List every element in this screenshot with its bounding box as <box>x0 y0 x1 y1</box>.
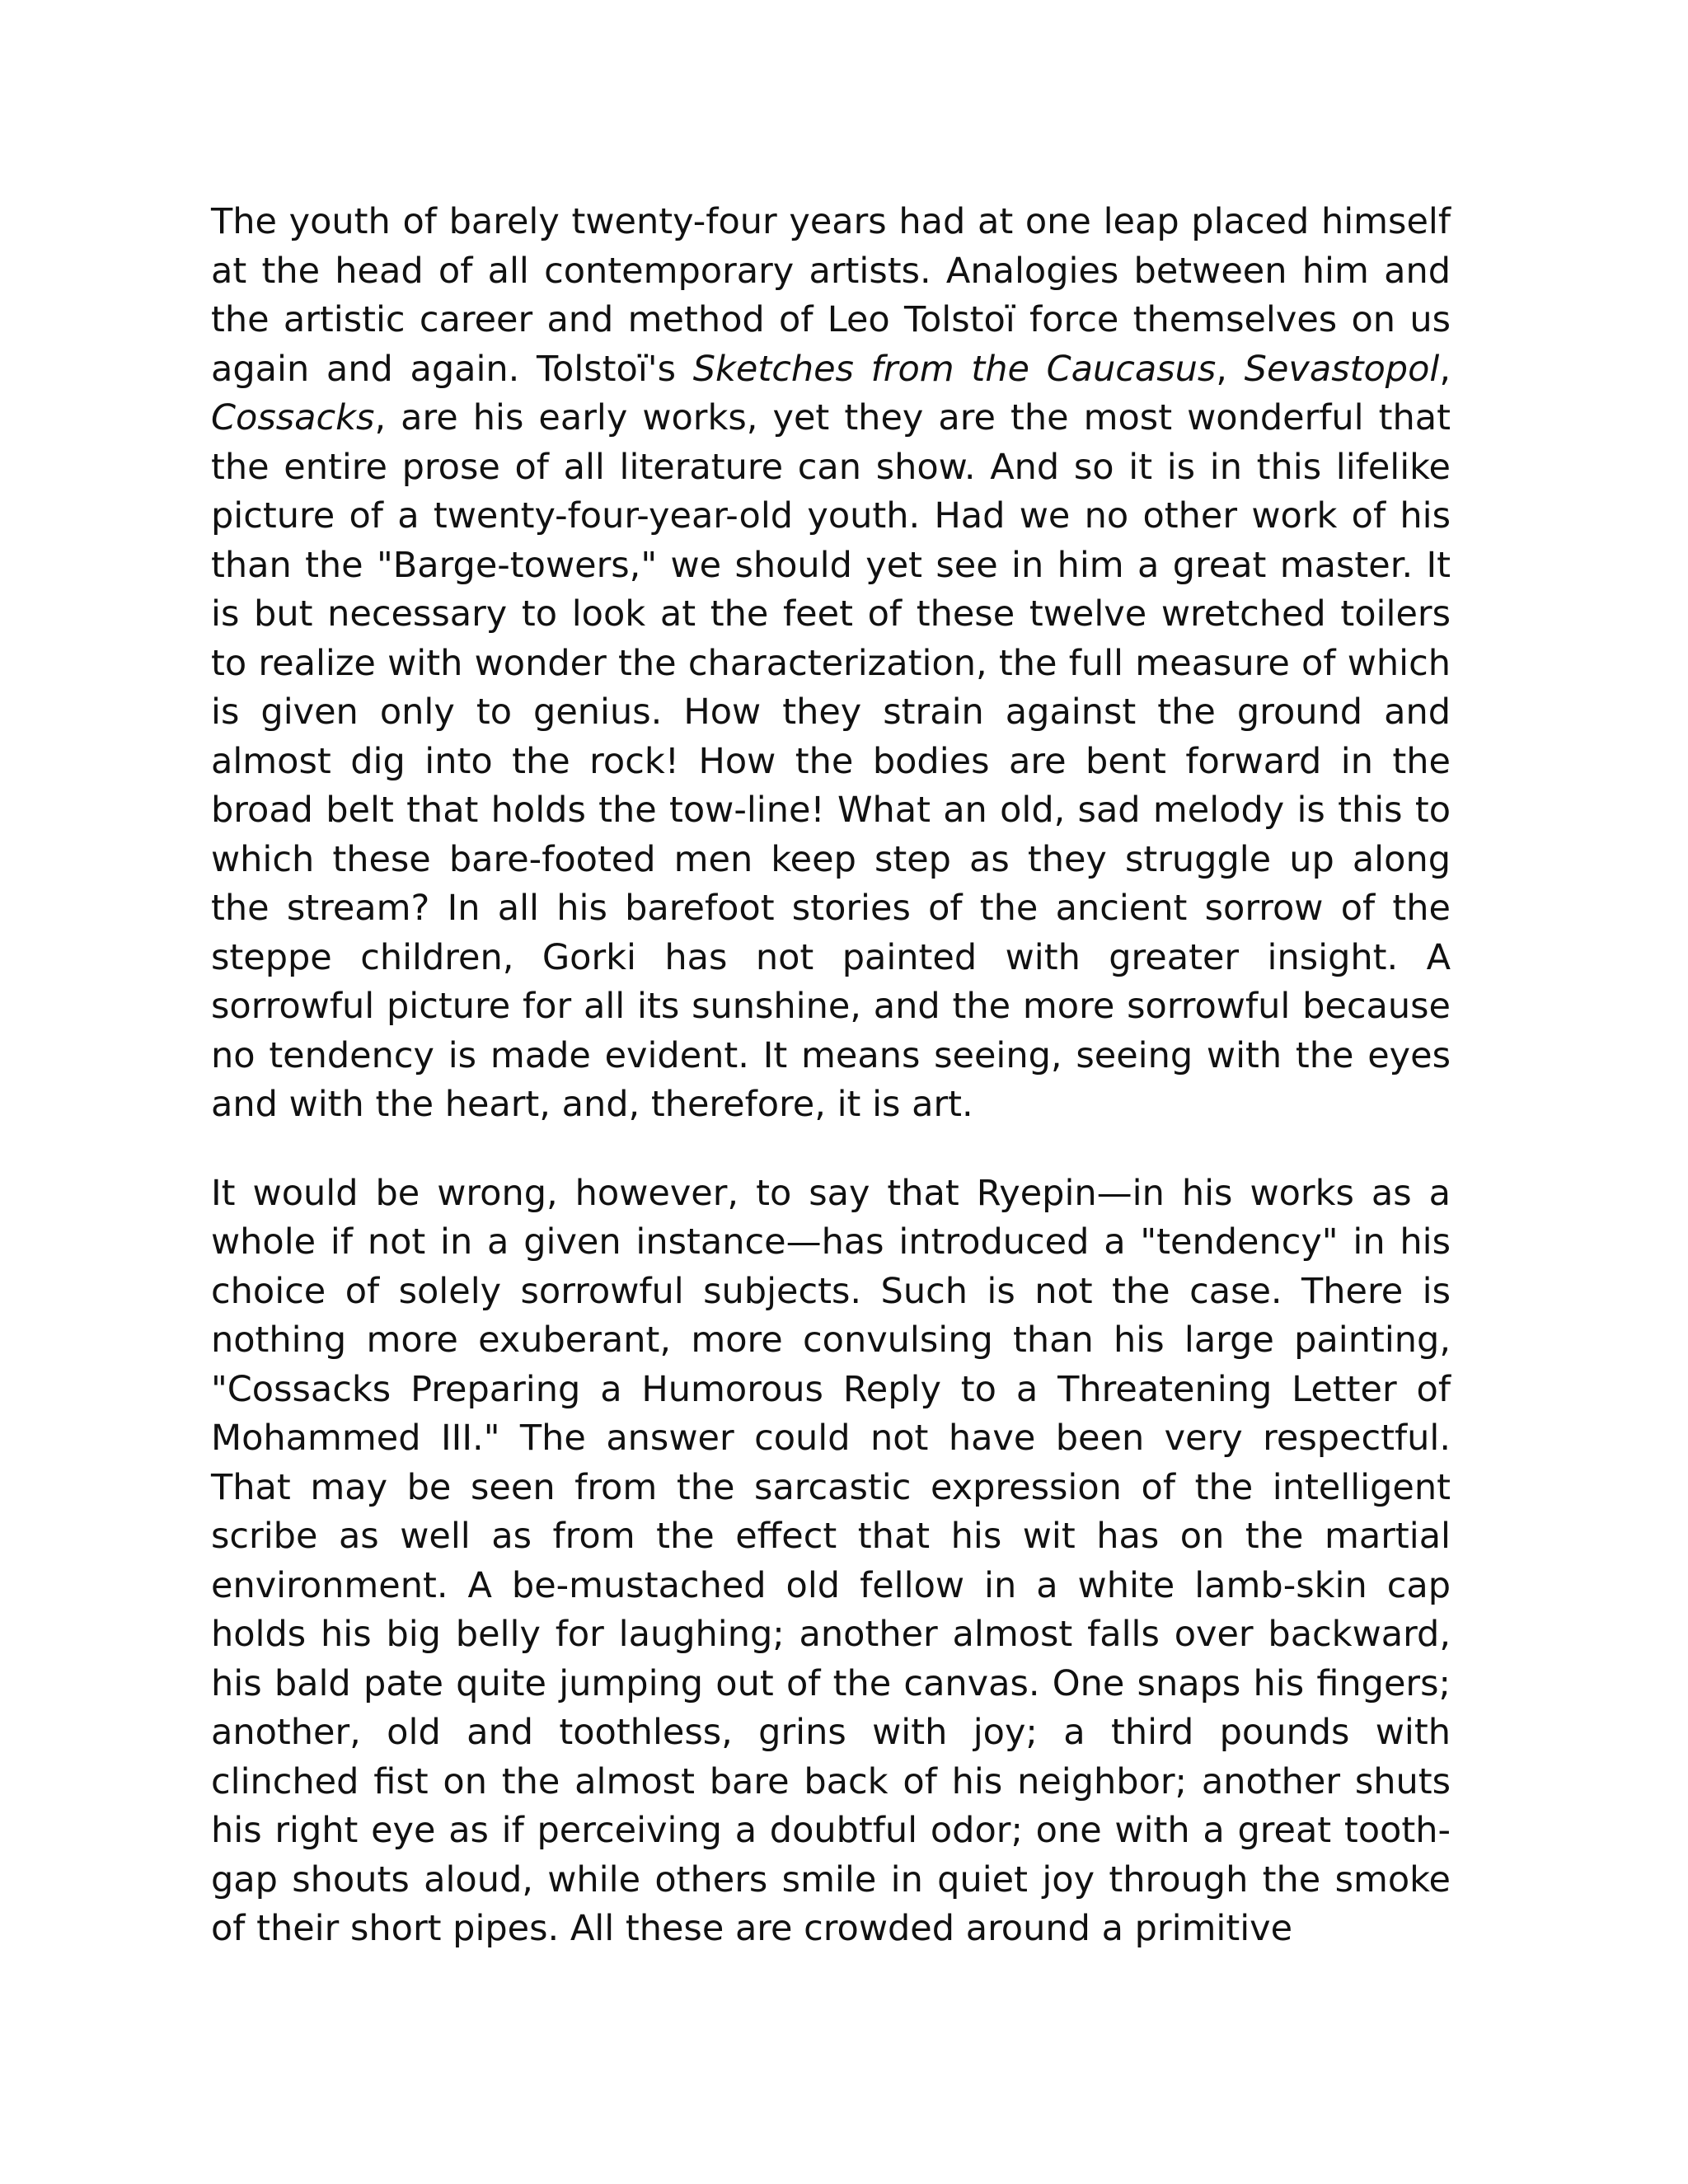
paragraph-1-text: The youth of barely twenty-four years had at one leap placed himself at the head of all contemporary artists. Analogies between him and the artistic career and method of Leo Tolstoï force themselves on us again and again. Tolstoï's <box>211 201 1451 390</box>
paragraph-1 <box>211 198 1451 1130</box>
title-sketches-from-the-caucasus: Sketches from the Caucasus <box>692 348 1217 390</box>
paragraph-2-text: It would be wrong, however, to say that Ryepin—in his works as a whole if not in a given instance—has introduced a "tendency" in his choice of solely sorrowful subjects. Such is not the case. There is nothing more exuberant, more convulsing than his large painting, "Cossacks Preparing a Humorous Reply to a Threatening Letter of Mohammed III." The answer could not have been very respectful. That may be seen from the sarcastic expression of the intelligent scribe as well as from the effect that his wit has on the martial environment. A be-mustached old fellow in a white lamb-skin cap holds his big belly for laughing; another almost falls over backward, his bald pate quite jumping out of the canvas. One snaps his fingers; another, old and toothless, grins with joy; a third pounds with clinched fist on the almost bare back of his neighbor; another shuts his right eye as if perceiving a doubtful odor; one with a great tooth-gap shouts aloud, while others smile in quiet joy through the smoke of their short pipes. All these are crowded around a primitive <box>211 1172 1451 1949</box>
title-cossacks: Cossacks <box>211 397 375 438</box>
document-page <box>211 198 1451 1954</box>
title-sevastopol: Sevastopol <box>1244 348 1440 390</box>
paragraph-1-rest: , are his early works, yet they are the most wonderful that the entire prose of all literature can show. And so it is in this lifelike picture of a twenty-four-year-old youth. Had we no other work of his than the "Barge-towers," we should yet see in him a great master. It is but necessary to look at the feet of these twelve wretched toilers to realize with wonder the characterization, the full measure of which is given only to genius. How they strain against the ground and almost dig into the rock! How the bodies are bent forward in the broad belt that holds the tow-line! What an old, sad melody is this to which these bare-footed men keep step as they struggle up along the stream? In all his barefoot stories of the ancient sorrow of the steppe children, Gorki has not painted with greater insight. A sorrowful picture for all its sunshine, and the more sorrowful because no tendency is made evident. It means seeing, seeing with the eyes and with the heart, and, therefore, it is art. <box>211 397 1451 1125</box>
paragraph-1-comma-1: , <box>1216 348 1245 390</box>
paragraph-1-comma-2: , <box>1439 348 1451 390</box>
paragraph-2 <box>211 1169 1451 1954</box>
